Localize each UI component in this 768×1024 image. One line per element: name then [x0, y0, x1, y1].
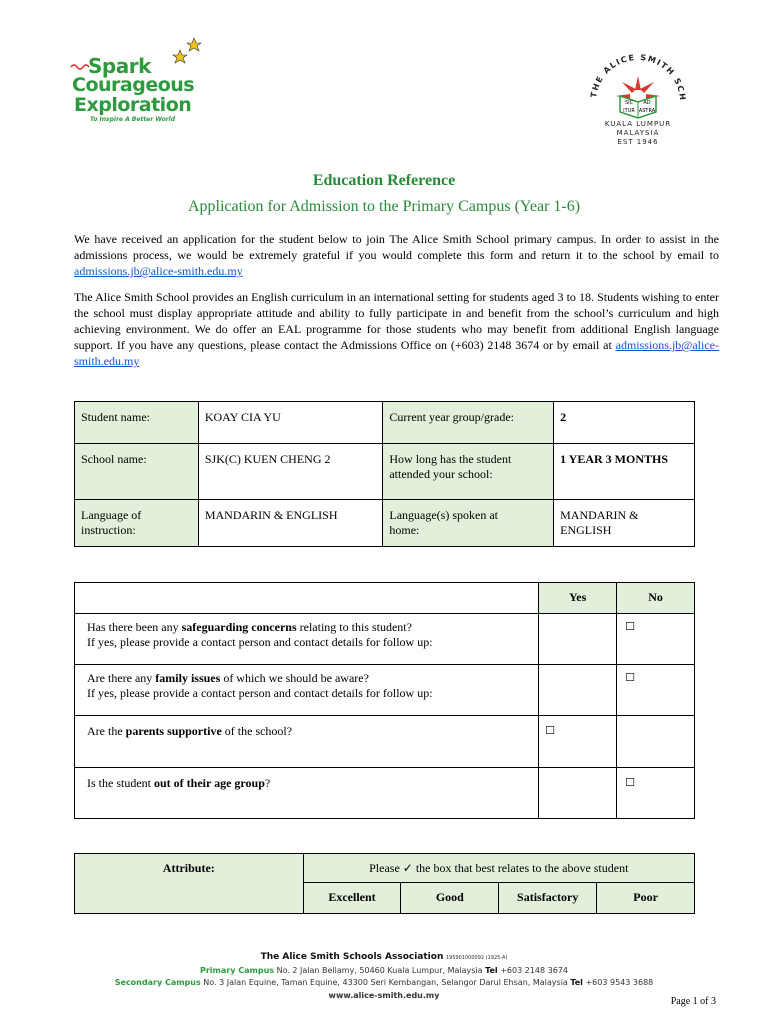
page-number: Page 1 of 3	[670, 996, 716, 1007]
intro-paragraph-1: We have received an application for the student below to join The Alice Smith School primary campus. In order to assist in the admissions process, we would be extremely grateful if you would complete this form and return it to the school by email to admissions.jb@alice-smith.edu.my	[74, 232, 719, 278]
question-family-issues: Are there any family issues of which we should be aware? If yes, please provide a contact person and contact details for follow up:	[75, 665, 539, 716]
yes-column-header: Yes	[539, 583, 617, 614]
footer-secondary: Secondary Campus No. 3 Jalan Equine, Taman Equine, 43300 Seri Kembangan, Selangor Darul Ehsan, Malaysia Tel +603 9543 3688	[114, 978, 654, 987]
rating-poor: Poor	[597, 883, 695, 914]
student-name-label: Student name:	[75, 402, 199, 444]
footer-website[interactable]: www.alice-smith.edu.my	[328, 991, 440, 1000]
logo-line-exploration: Exploration	[74, 94, 192, 116]
parents-supportive-yes-checkbox[interactable]: ☐	[539, 716, 617, 768]
school-crest-logo	[578, 40, 698, 150]
age-group-no-checkbox[interactable]: ☐	[617, 768, 695, 819]
safeguarding-no-checkbox[interactable]: ☐	[617, 614, 695, 665]
crest-country: MALAYSIA	[616, 129, 660, 137]
logo-tagline: To Inspire A Better World	[90, 116, 176, 123]
crest-est: EST 1946	[617, 138, 659, 146]
family-issues-no-checkbox[interactable]: ☐	[617, 665, 695, 716]
admissions-email-link[interactable]: admissions.jb@alice-smith.edu.my	[74, 264, 243, 278]
logo-line-courageous: Courageous	[72, 74, 195, 96]
home-language-label: Language(s) spoken at home:	[383, 500, 554, 547]
school-name-field[interactable]: SJK(C) KUEN CHENG 2	[198, 444, 383, 500]
spark-logo	[70, 40, 210, 130]
rating-good: Good	[401, 883, 499, 914]
year-group-field[interactable]: 2	[554, 402, 695, 444]
rating-satisfactory: Satisfactory	[499, 883, 597, 914]
admissions-email-link-2[interactable]: admissions.jb@alice-smith.edu.my	[74, 338, 719, 368]
stars-icon	[170, 36, 210, 66]
attribute-table	[74, 853, 695, 914]
parents-supportive-no-cell[interactable]	[617, 716, 695, 768]
year-group-label: Current year group/grade:	[383, 402, 554, 444]
svg-text:THE ALICE SMITH SCHOOL: THE ALICE SMITH SCH	[589, 52, 688, 102]
age-group-yes-cell[interactable]	[539, 768, 617, 819]
question-safeguarding: Has there been any safeguarding concerns relating to this student? If yes, please provide a contact person and contact details for follow up:	[75, 614, 539, 665]
footer-association: The Alice Smith Schools Association 195901000092 (1925-A)	[260, 952, 508, 962]
school-name-label: School name:	[75, 444, 199, 500]
student-info-table	[74, 401, 695, 547]
questions-table	[74, 582, 695, 819]
questions-header-blank	[75, 583, 539, 614]
crest-city: KUALA LUMPUR	[604, 120, 672, 128]
student-name-field[interactable]: KOAY CIA YU	[198, 402, 383, 444]
home-language-field[interactable]: MANDARIN & ENGLISH	[554, 500, 695, 547]
safeguarding-yes-cell[interactable]	[539, 614, 617, 665]
svg-text:ITUR: ITUR	[623, 108, 635, 114]
svg-text:ASTRA: ASTRA	[638, 108, 656, 114]
rating-excellent: Excellent	[303, 883, 401, 914]
instruction-language-label: Language of instruction:	[75, 500, 199, 547]
no-column-header: No	[617, 583, 695, 614]
svg-text:SIC: SIC	[624, 100, 634, 106]
question-age-group: Is the student out of their age group?	[75, 768, 539, 819]
question-parents-supportive: Are the parents supportive of the school?	[75, 716, 539, 768]
logo-line-spark: Spark	[88, 54, 151, 78]
page-title: Education Reference	[312, 172, 456, 189]
intro-paragraph-2: The Alice Smith School provides an English curriculum in an international setting for students aged 3 to 18. Students wishing to enter the school must display appropriate attitude and ability to fully participate in and benefit from the school’s curriculum and high achieving environment. We do offer an EAL programme for those students who may benefit from additional English language support. If you have any questions, please contact the Admissions Office on (+603) 2148 3674 or by email at admissions.jb@alice-smith.edu.my	[74, 290, 719, 368]
footer-primary: Primary Campus No. 2 Jalan Bellamy, 50460 Kuala Lumpur, Malaysia Tel +603 2148 3674	[200, 966, 568, 975]
family-issues-yes-cell[interactable]	[539, 665, 617, 716]
duration-field[interactable]: 1 YEAR 3 MONTHS	[554, 444, 695, 500]
page-subtitle: Application for Admission to the Primary Campus (Year 1-6)	[187, 198, 581, 215]
attribute-instruction: Please ✓ the box that best relates to the above student	[303, 854, 694, 883]
duration-label: How long has the student attended your school:	[383, 444, 554, 500]
attribute-header: Attribute:	[75, 854, 304, 914]
squiggle-icon	[70, 62, 90, 70]
svg-text:AD: AD	[643, 100, 651, 106]
instruction-language-field[interactable]: MANDARIN & ENGLISH	[198, 500, 383, 547]
